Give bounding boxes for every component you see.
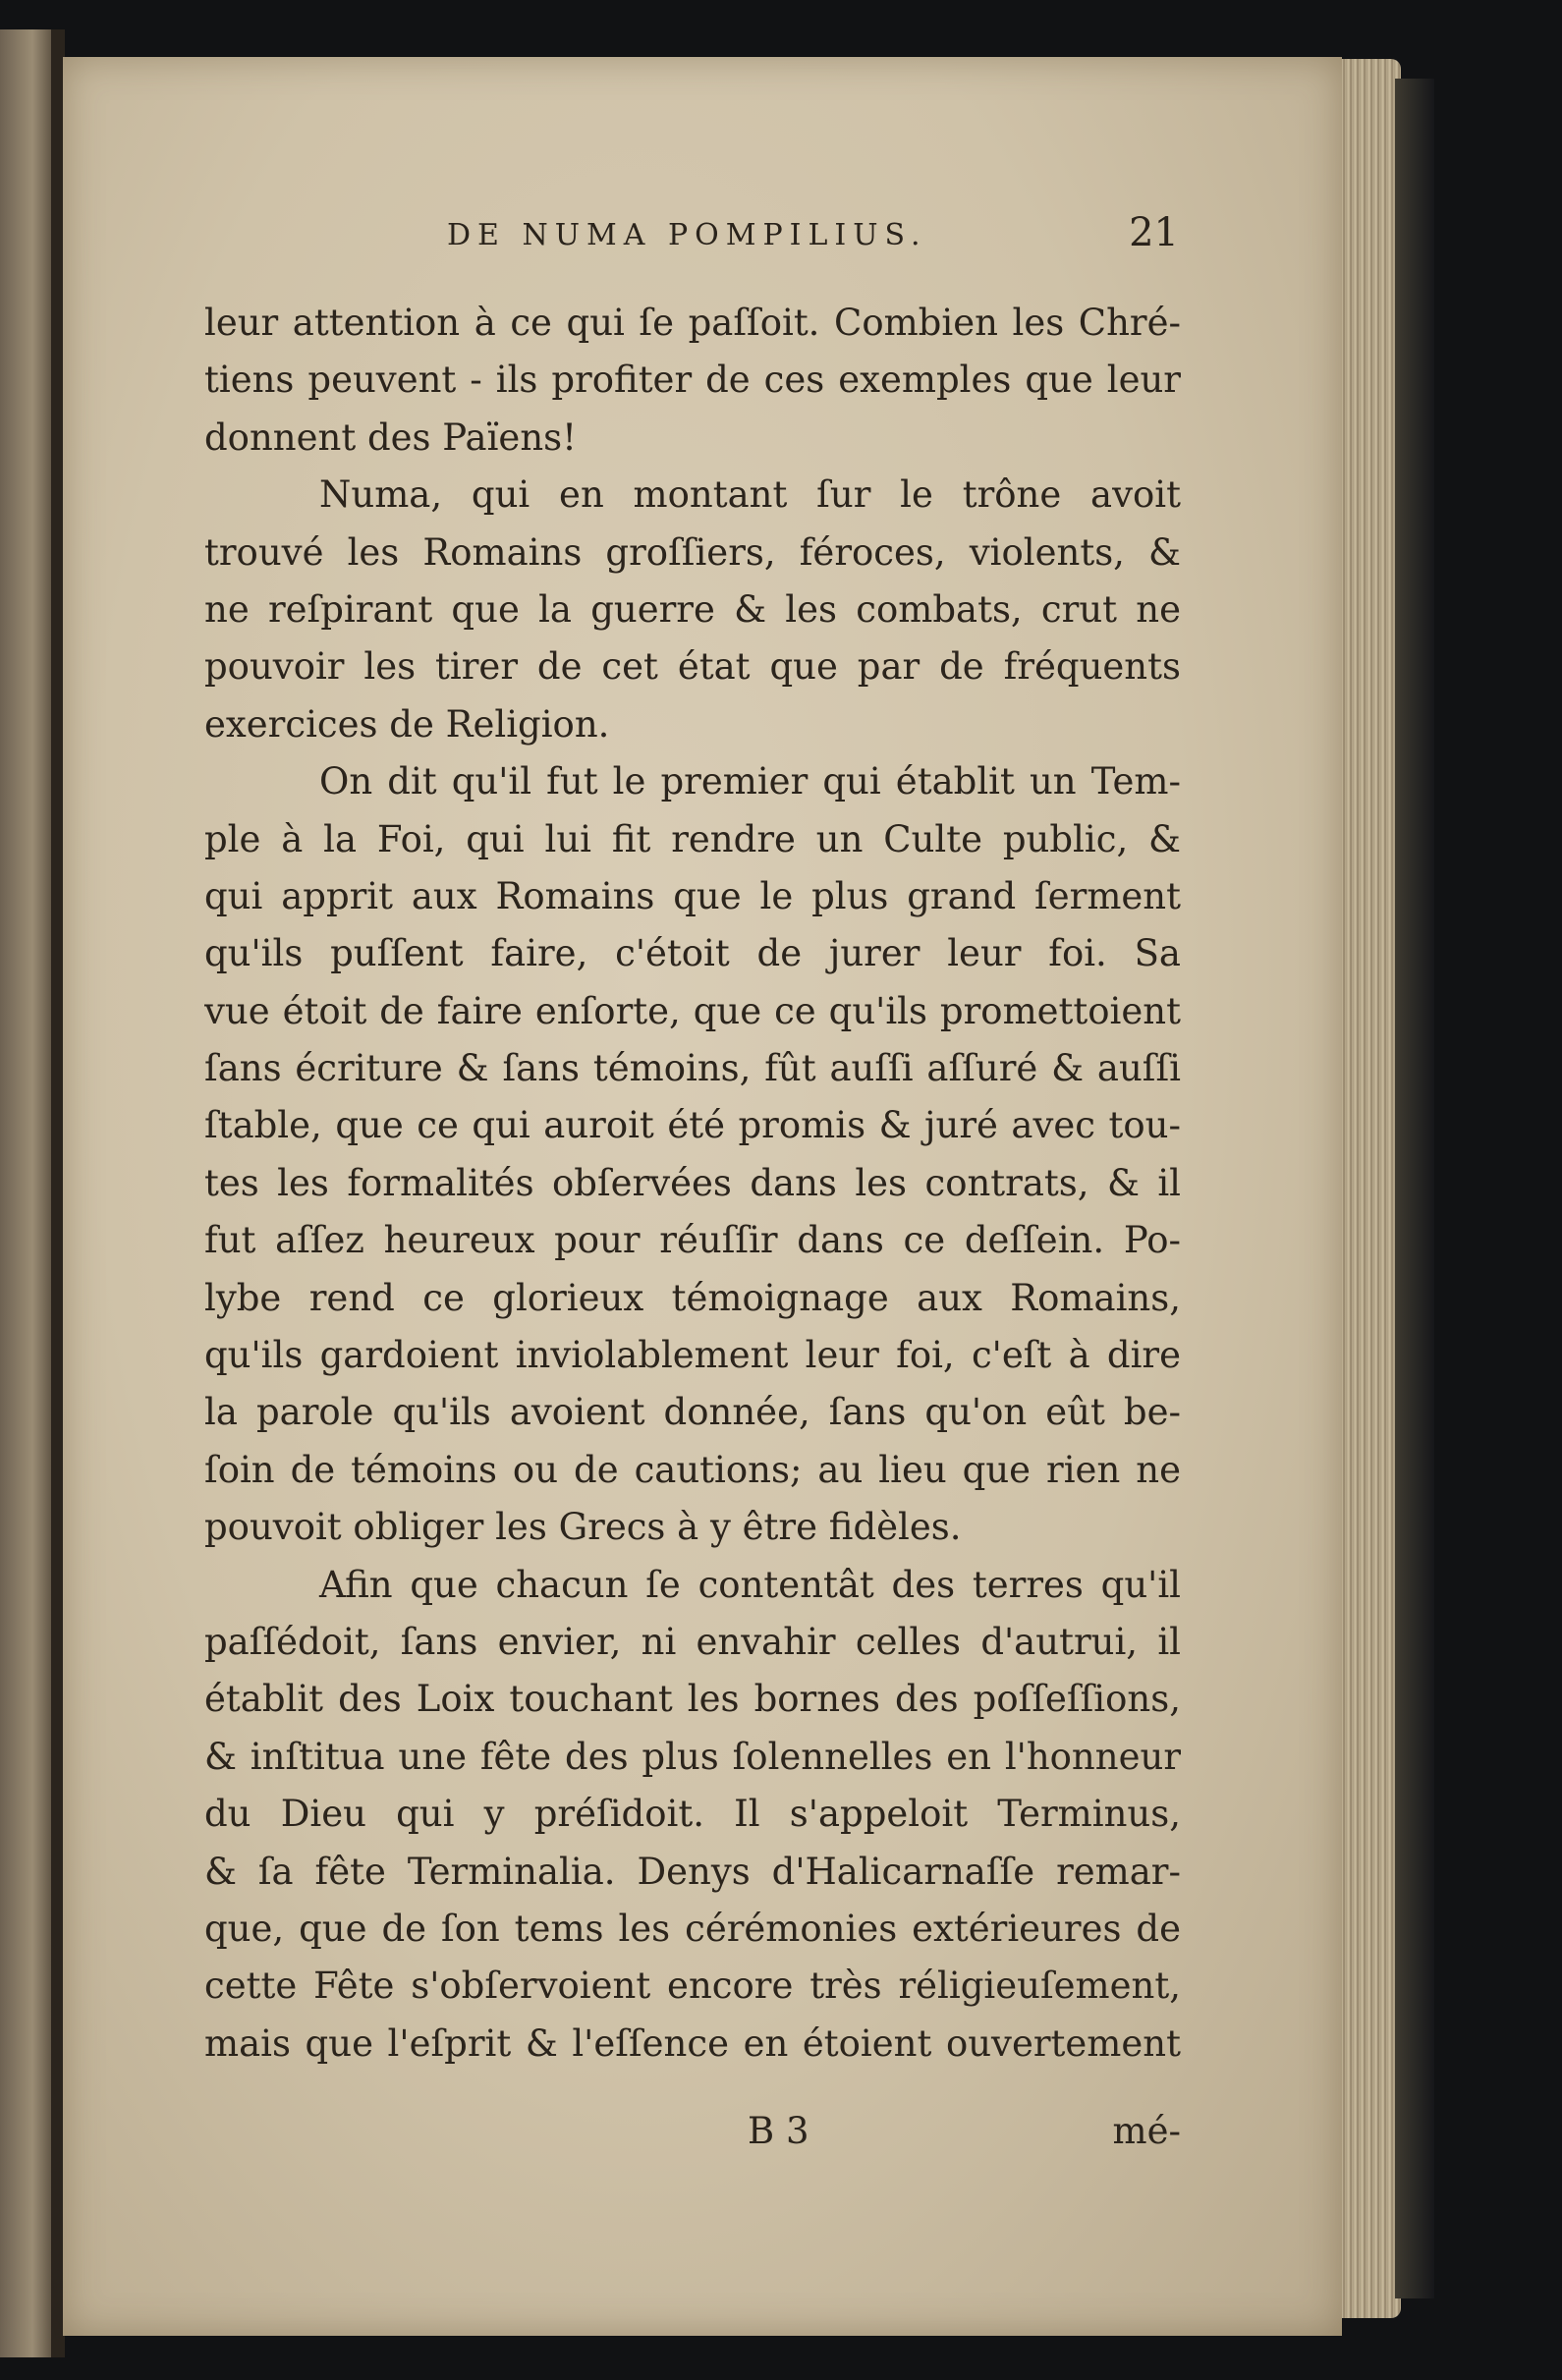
text-line: & ſa fête Terminalia. Denys d'Halicarnaſſe remar-	[204, 1850, 1181, 1893]
text-line: lybe rend ce glorieux témoignage aux Romains,	[204, 1276, 1181, 1319]
text-line: que, que de ſon tems les cérémonies extérieures de	[204, 1907, 1181, 1950]
text-line: ne reſpirant que la guerre & les combats, crut ne	[204, 587, 1181, 631]
catchword: mé-	[1112, 2110, 1181, 2152]
text-line: & inſtitua une fête des plus ſolennelles en l'honneur	[204, 1735, 1181, 1778]
text-line: ple à la Foi, qui lui fit rendre un Culte public, &	[204, 817, 1181, 860]
text-line: donnent des Païens!	[204, 415, 578, 459]
text-line: établit des Loix touchant les bornes des poſſeſſions,	[204, 1678, 1181, 1721]
text-line: vue étoit de faire enſorte, que ce qu'ils promettoient	[204, 989, 1181, 1032]
text-line: tiens peuvent - ils profiter de ces exemples que leur	[204, 359, 1181, 402]
text-line: Afin que chacun ſe contentât des terres qu'il	[319, 1563, 1181, 1606]
text-line: tes les formalités obſervées dans les contrats, & il	[204, 1161, 1181, 1204]
text-line: paſſédoit, ſans envier, ni envahir celles d'autrui, il	[204, 1620, 1181, 1663]
text-line: la parole qu'ils avoient donnée, ſans qu'on eût be-	[204, 1391, 1181, 1434]
page-footer	[204, 2110, 1181, 2167]
text-line: qu'ils gardoient inviolablement leur foi, c'eſt à dire	[204, 1334, 1181, 1377]
text-line: pouvoir les tirer de cet état que par de fréquents	[204, 645, 1181, 689]
text-line: mais que l'eſprit & l'eſſence en étoient ouvertement	[204, 2021, 1181, 2065]
text-line: ſtable, que ce qui auroit été promis & juré avec tou-	[204, 1104, 1181, 1147]
body-text	[204, 295, 1181, 2073]
text-line: On dit qu'il fut le premier qui établit un Tem-	[319, 760, 1181, 803]
text-line: fut aſſez heureux pour réuſſir dans ce deſſein. Po-	[204, 1219, 1181, 1262]
facing-page-edge	[0, 29, 54, 2357]
page-block-edges	[1332, 59, 1401, 2318]
running-title: DE NUMA POMPILIUS.	[447, 218, 927, 252]
text-line: trouvé les Romains groſſiers, féroces, violents, &	[204, 530, 1181, 574]
text-line: qu'ils puſſent faire, c'étoit de jurer leur foi. Sa	[204, 932, 1181, 975]
text-line: leur attention à ce qui ſe paſſoit. Combien les Chré-	[204, 302, 1181, 344]
text-line: du Dieu qui y préſidoit. Il s'appeloit Terminus,	[204, 1793, 1181, 1836]
text-line: pouvoit obliger les Grecs à y être fidèles.	[204, 1506, 962, 1549]
text-line: Numa, qui en montant ſur le trône avoit	[319, 473, 1181, 517]
text-line: ſoin de témoins ou de cautions; au lieu que rien ne	[204, 1448, 1181, 1491]
text-line: exercices de Religion.	[204, 702, 610, 746]
signature-mark: B 3	[748, 2110, 809, 2152]
text-line: qui apprit aux Romains que le plus grand ſerment	[204, 874, 1181, 917]
running-head	[447, 210, 1179, 267]
page-number: 21	[1129, 210, 1179, 255]
text-line: cette Fête s'obſervoient encore très réligieuſement,	[204, 1965, 1181, 2008]
fore-edge-shadow	[1395, 79, 1434, 2298]
text-line: ſans écriture & ſans témoins, fût auſſi aſſuré & auſſi	[204, 1047, 1181, 1090]
